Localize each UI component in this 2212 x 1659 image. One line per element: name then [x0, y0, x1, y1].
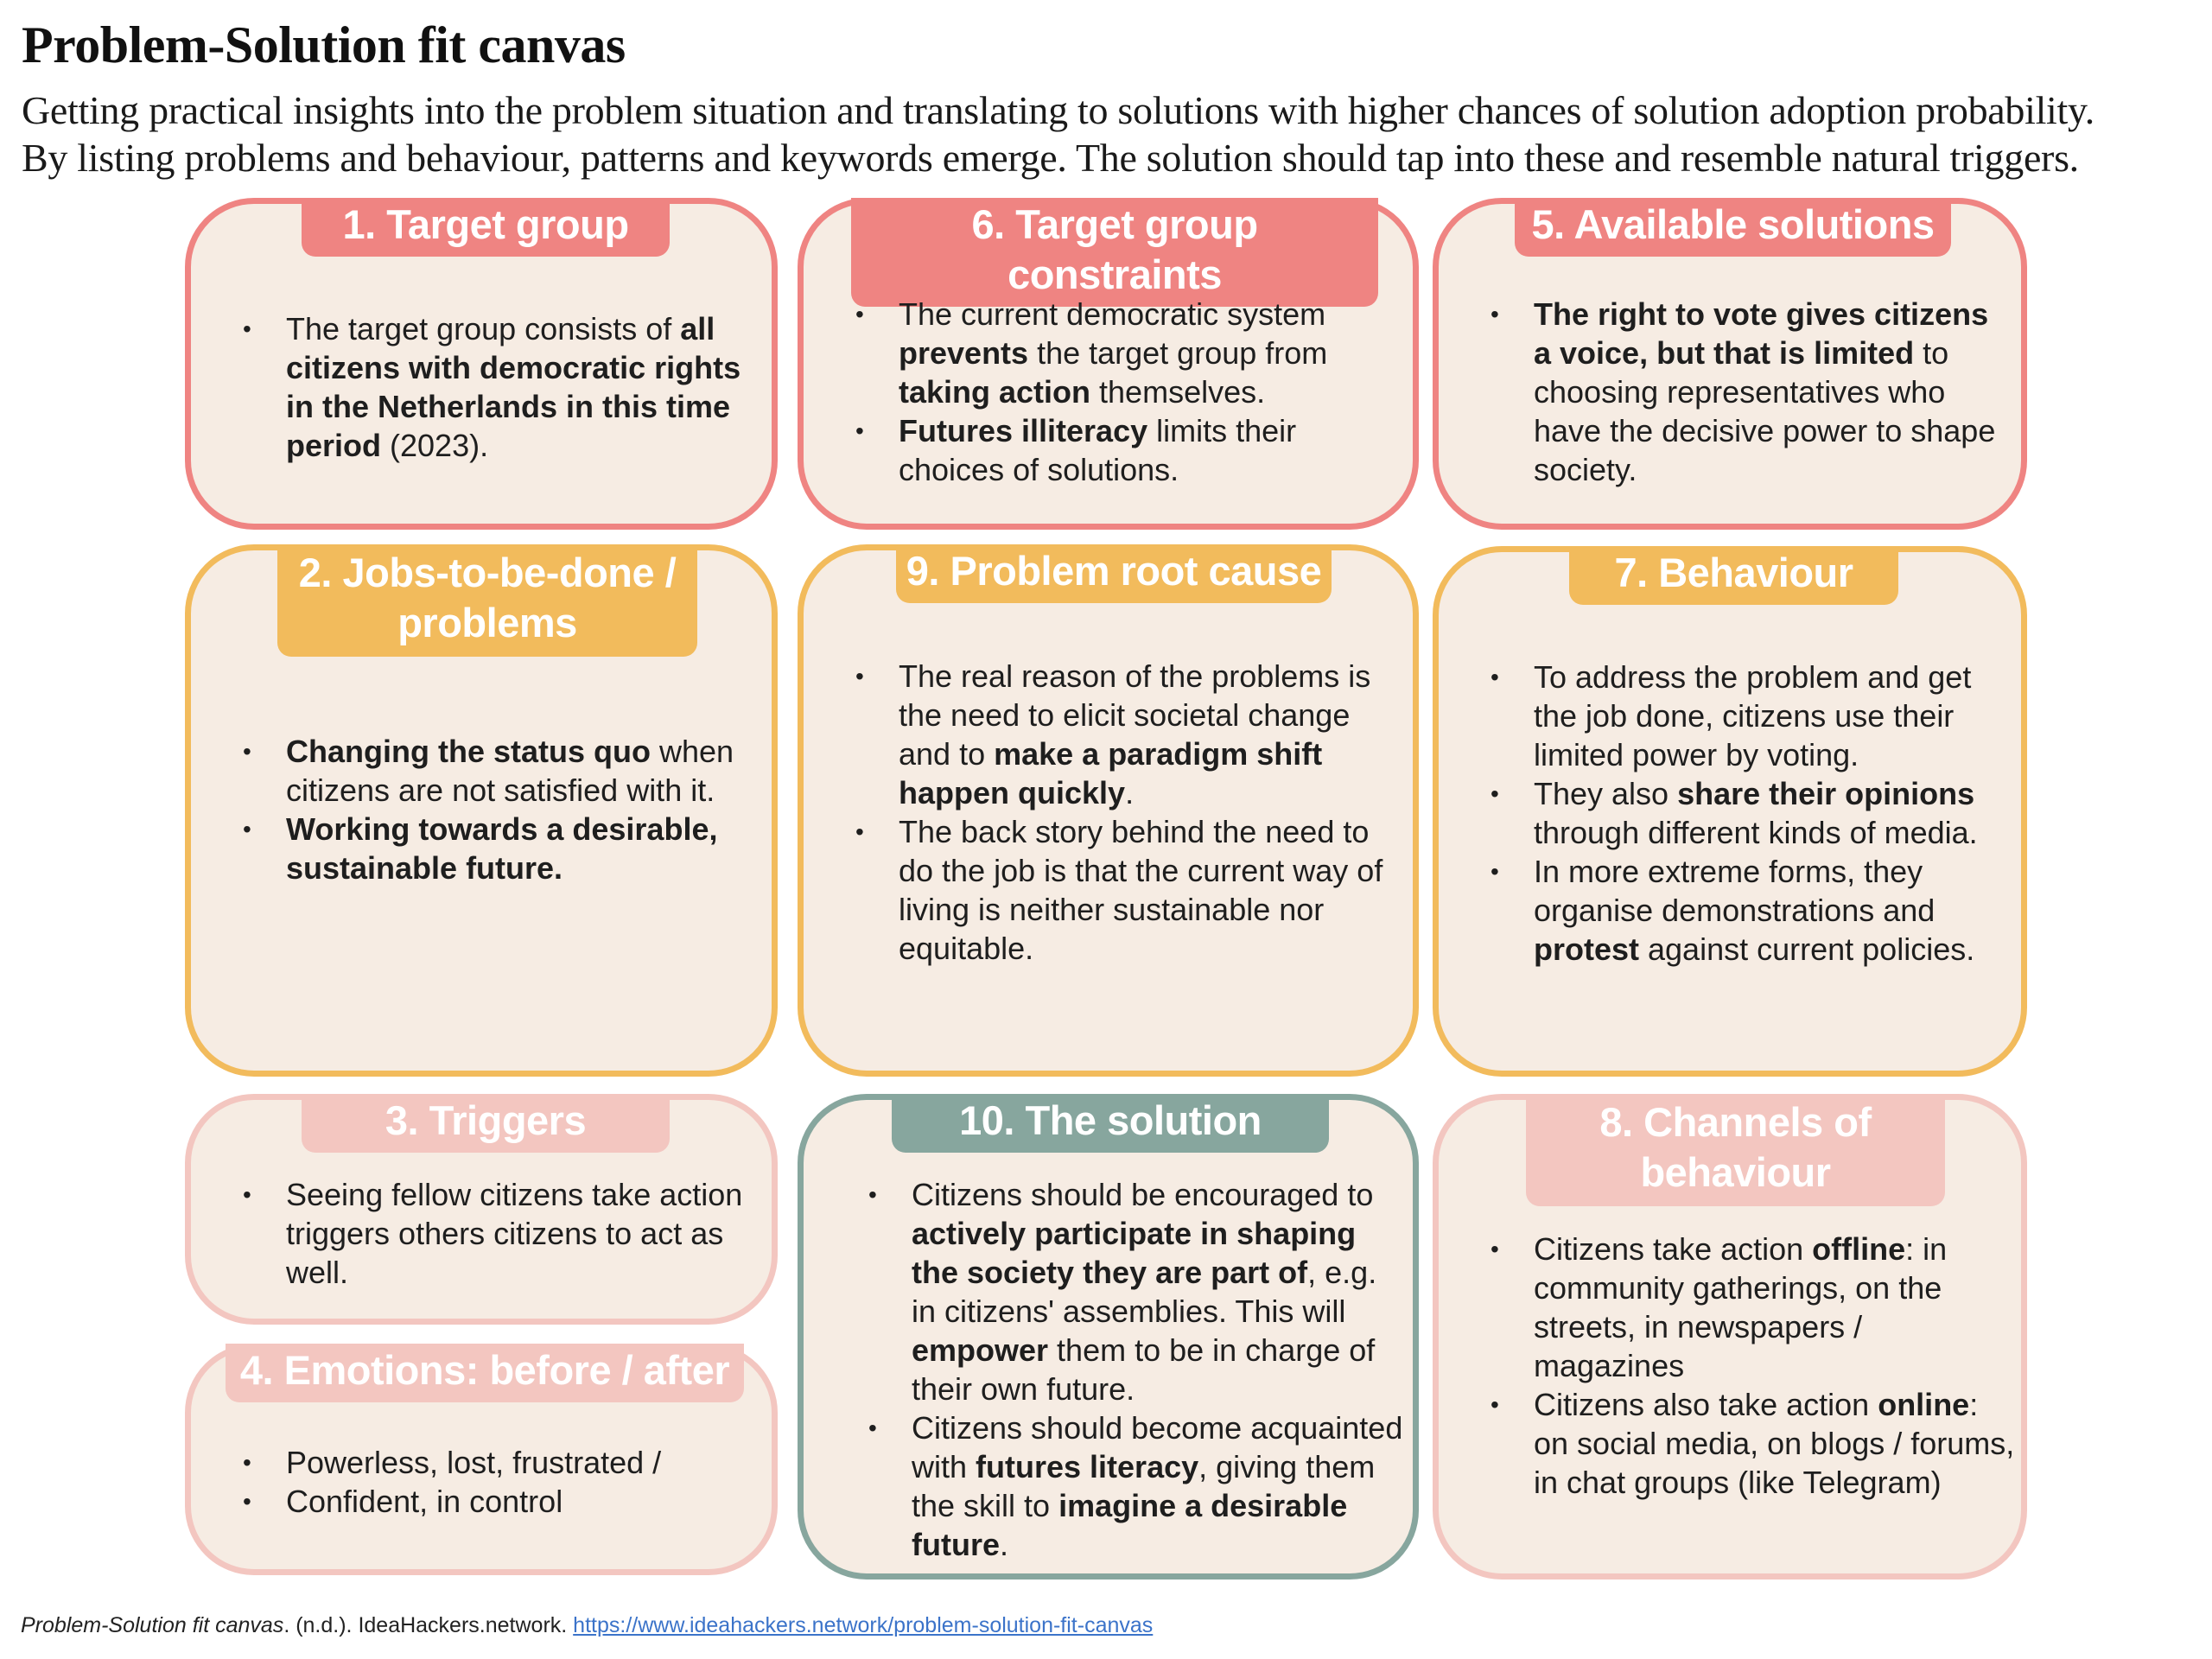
bullet-item: • Seeing fellow citizens take action triggers others citizens to act as well. — [234, 1175, 761, 1292]
bullet-item: • The back story behind the need to do the job is that the current way of living is neither sustainable nor equitable. — [847, 812, 1400, 968]
bullet-item: • Futures illiteracy limits their choices of solutions. — [847, 411, 1391, 489]
card-target-group-constraints — [798, 198, 1419, 530]
bullet-item: • The target group consists of all citizens with democratic rights in the Netherlands in this time period (2023). — [234, 309, 753, 465]
card-label — [1526, 1094, 1945, 1206]
card-label: 1. Target group — [302, 198, 670, 257]
bullet-item: • To address the problem and get the job done, citizens use their limited power by voting. — [1482, 658, 2018, 774]
card-triggers — [185, 1094, 778, 1325]
card-label-line-1: 8. Channels of — [1599, 1099, 1872, 1145]
card-channels-of-behaviour — [1433, 1094, 2027, 1580]
bullet-item: • The real reason of the problems is the need to elicit societal change and to make a paradigm shift happen quickly. — [847, 657, 1400, 812]
subtitle-line-1: Getting practical insights into the problem situation and translating to solutions with higher chances of solution adoption probability. — [22, 88, 2094, 132]
card-label-line-1: 2. Jobs-to-be-done / — [298, 550, 677, 595]
card-label — [277, 544, 697, 657]
subtitle-line-2: By listing problems and behaviour, patterns and keywords emerge. The solution should tap into these and resemble natural triggers. — [22, 136, 2079, 180]
card-problem-root-cause — [798, 544, 1419, 1077]
card-bullets — [234, 309, 753, 465]
bullet-item: • Citizens should be encouraged to actively participate in shaping the society they are part of, e.g. in citizens' assemblies. This will empower them to be in charge of their own future. — [860, 1175, 1404, 1408]
card-label: 7. Behaviour — [1569, 546, 1898, 605]
bullet-item: • In more extreme forms, they organise demonstrations and protest against current policies. — [1482, 852, 2018, 969]
card-the-solution — [798, 1094, 1419, 1580]
page-subtitle — [22, 86, 2208, 181]
citation-title: Problem-Solution fit canvas — [21, 1613, 284, 1637]
card-label: 3. Triggers — [302, 1094, 670, 1153]
page-title: Problem-Solution fit canvas — [22, 16, 626, 73]
card-bullets — [1482, 658, 2018, 969]
card-jobs-to-be-done — [185, 544, 778, 1077]
bullet-item: • Confident, in control — [234, 1482, 761, 1521]
bullet-item: • Working towards a desirable, sustainable future. — [234, 810, 761, 887]
citation-link[interactable]: https://www.ideahackers.network/problem-solution-fit-canvas — [573, 1613, 1154, 1637]
card-label: 9. Problem root cause — [896, 544, 1332, 603]
citation-text: . (n.d.). IdeaHackers.network. — [283, 1613, 574, 1637]
card-emotions — [185, 1344, 778, 1575]
bullet-item: • They also share their opinions through different kinds of media. — [1482, 774, 2018, 852]
bullet-item: • The current democratic system prevents the target group from taking action themselves. — [847, 295, 1391, 411]
bullet-item: • Changing the status quo when citizens are not satisfied with it. — [234, 732, 761, 810]
card-label: 10. The solution — [892, 1094, 1329, 1153]
card-target-group — [185, 198, 778, 530]
card-bullets — [234, 732, 761, 887]
card-label: 5. Available solutions — [1515, 198, 1951, 257]
card-bullets — [234, 1443, 761, 1521]
bullet-item: • Citizens also take action online: on social media, on blogs / forums, in chat groups (like Telegram) — [1482, 1385, 2018, 1502]
bullet-item: • Citizens should become acquainted with futures literacy, giving them the skill to imagine a desirable future. — [860, 1408, 1404, 1564]
card-behaviour — [1433, 546, 2027, 1077]
card-bullets — [847, 657, 1400, 968]
card-available-solutions — [1433, 198, 2027, 530]
card-label: 4. Emotions: before / after — [226, 1344, 744, 1402]
bullet-item: • The right to vote gives citizens a voice, but that is limited to choosing representatives who have the decisive power to shape society. — [1482, 295, 2009, 489]
bullet-item: • Powerless, lost, frustrated / — [234, 1443, 761, 1482]
card-bullets — [860, 1175, 1404, 1564]
card-bullets — [1482, 1230, 2018, 1502]
citation — [21, 1613, 1153, 1638]
bullet-item: • Citizens take action offline: in community gatherings, on the streets, in newspapers / magazines — [1482, 1230, 2018, 1385]
card-label: 6. Target group constraints — [851, 198, 1378, 307]
card-label-line-2: behaviour — [1640, 1149, 1831, 1195]
card-bullets — [1482, 295, 2009, 489]
card-label-line-2: problems — [397, 600, 577, 645]
card-bullets — [234, 1175, 761, 1292]
card-bullets — [847, 295, 1391, 489]
